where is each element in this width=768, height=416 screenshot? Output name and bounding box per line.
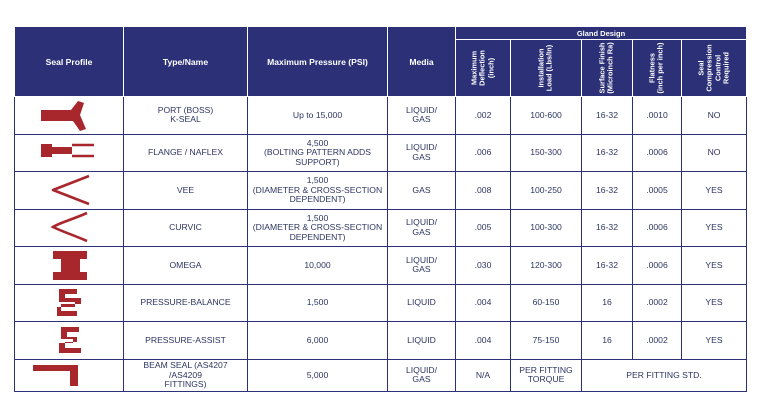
type-name-cell: [124, 247, 248, 285]
media-cell: [388, 172, 456, 210]
max-pressure-cell: [248, 172, 388, 210]
seal-compression-required: YES: [705, 184, 723, 195]
surface-finish-cell: [582, 322, 633, 360]
seal-compression-required: YES: [705, 222, 723, 233]
surface-finish-cell: [582, 284, 633, 322]
vee-seal-profile-icon: [31, 173, 107, 208]
seal-compression-required-cell: [682, 97, 747, 135]
max-deflection: N/A: [475, 369, 491, 380]
max-deflection: .004: [474, 334, 492, 345]
installation-load: 120-300: [530, 259, 562, 270]
max-deflection: .008: [474, 184, 492, 195]
flatness-cell: [633, 247, 682, 285]
header-row-top: [15, 27, 747, 40]
flatness: .0002: [646, 334, 668, 345]
installation-load: 75-150: [532, 334, 560, 345]
media-cell: [388, 97, 456, 135]
max-deflection-cell: [456, 322, 511, 360]
max-pressure-cell: [248, 134, 388, 172]
seal-compression-required-cell: [682, 284, 747, 322]
installation-load-cell: [511, 172, 582, 210]
installation-load: 100-300: [530, 222, 562, 233]
installation-load-cell: [511, 322, 582, 360]
surface-finish: 16: [602, 334, 612, 345]
table-row: [15, 322, 747, 360]
flatness: .0006: [646, 259, 668, 270]
max-pressure: 10,000: [304, 259, 331, 270]
pressure-cell: [248, 359, 388, 391]
profile-cell: [15, 209, 124, 247]
header-flatness: Flatness (inch per inch): [647, 42, 665, 94]
media: LIQUID/ GAS: [405, 217, 438, 237]
installation-load-cell: [511, 134, 582, 172]
installation-load: 150-300: [530, 147, 562, 158]
surface-finish: 16-32: [596, 184, 618, 195]
media: LIQUID/ GAS: [405, 142, 438, 162]
load-cell: [511, 359, 582, 391]
max-pressure: 4,500 (BOLTING PATTERN ADDS SUPPORT): [264, 137, 371, 167]
table-row-beam-seal: [15, 359, 747, 391]
flatness-cell: [633, 322, 682, 360]
surface-finish-cell: [582, 209, 633, 247]
deflection-cell: [456, 359, 511, 391]
flatness: .0010: [646, 109, 668, 120]
flatness: .0006: [646, 147, 668, 158]
max-pressure-cell: [248, 209, 388, 247]
max-pressure-cell: [248, 97, 388, 135]
seal-compression-required: YES: [705, 297, 723, 308]
header-flatness-cell: [633, 40, 682, 97]
media-cell: [388, 209, 456, 247]
table-row: [15, 209, 747, 247]
surface-finish: 16-32: [596, 109, 618, 120]
beam-seal-profile-icon: [31, 360, 107, 390]
max-deflection-cell: [456, 209, 511, 247]
profile-cell: [15, 97, 124, 135]
flatness-cell: [633, 284, 682, 322]
curvic-seal-profile-icon: [31, 210, 107, 245]
seal-compression-required-cell: [682, 322, 747, 360]
flatness: .0005: [646, 184, 668, 195]
pressure-assist-seal-profile-icon: [31, 323, 107, 358]
gland-merged-cell: [582, 359, 747, 391]
seal-compression-required: YES: [705, 334, 723, 345]
type-name: VEE: [176, 184, 195, 195]
surface-finish-cell: [582, 134, 633, 172]
header-installation-load: Installation Load (Lbs/In): [536, 44, 554, 92]
profile-cell: [15, 359, 124, 391]
surface-finish-cell: [582, 247, 633, 285]
type-name-cell: [124, 172, 248, 210]
type-name-cell: [124, 97, 248, 135]
header-surface-finish: Surface Finish (Microinch Ra): [597, 42, 615, 94]
type-name: PORT (BOSS) K-SEAL: [157, 104, 214, 125]
max-pressure: Up to 15,000: [292, 109, 343, 120]
surface-finish-cell: [582, 97, 633, 135]
seal-compression-required: YES: [705, 259, 723, 270]
profile-cell: [15, 172, 124, 210]
installation-load: 60-150: [532, 297, 560, 308]
header-media: Media: [388, 27, 456, 97]
max-deflection: .004: [474, 297, 492, 308]
max-pressure-cell: [248, 322, 388, 360]
omega-seal-profile-icon: [31, 248, 107, 283]
seal-compression-required-cell: [682, 209, 747, 247]
header-max-pressure: Maximum Pressure (PSI): [248, 27, 388, 97]
media: LIQUID/ GAS: [405, 254, 438, 275]
installation-load: 100-250: [530, 184, 562, 195]
installation-load-cell: [511, 209, 582, 247]
header-type-name: Type/Name: [124, 27, 248, 97]
header-max-deflection: Maximum Deflection (inch): [469, 50, 496, 86]
table-row: [15, 247, 747, 285]
max-deflection-cell: [456, 97, 511, 135]
media-cell: [388, 359, 456, 391]
max-pressure: 6,000: [306, 334, 329, 345]
max-pressure: 1,500: [306, 297, 329, 308]
type-name-cell: [124, 359, 248, 391]
installation-load: PER FITTING TORQUE: [519, 364, 573, 385]
flange-seal-profile-icon: [31, 135, 107, 170]
profile-cell: [15, 247, 124, 285]
seal-compression-required-cell: [682, 172, 747, 210]
media: LIQUID/ GAS: [405, 364, 438, 385]
table-body: [15, 97, 747, 392]
seal-compression-required-cell: [682, 247, 747, 285]
header-installation-load-cell: [511, 40, 582, 97]
flatness-cell: [633, 134, 682, 172]
header-surface-finish-cell: [582, 40, 633, 97]
seal-compression-required: NO: [707, 147, 721, 158]
installation-load-cell: [511, 97, 582, 135]
max-deflection: .005: [474, 222, 492, 233]
media-cell: [388, 322, 456, 360]
max-pressure-cell: [248, 284, 388, 322]
per-fitting-std: PER FITTING STD.: [626, 369, 702, 380]
media: LIQUID/ GAS: [405, 104, 438, 125]
media: LIQUID: [407, 297, 436, 308]
media: LIQUID: [407, 334, 436, 345]
type-name: BEAM SEAL (AS4207 /AS4209 FITTINGS): [143, 360, 228, 390]
type-name: PRESSURE-BALANCE: [140, 297, 231, 308]
max-pressure-cell: [248, 247, 388, 285]
installation-load: 100-600: [530, 109, 562, 120]
header-gland-design: Gland Design: [456, 27, 747, 40]
type-name-cell: [124, 322, 248, 360]
installation-load-cell: [511, 247, 582, 285]
type-name: PRESSURE-ASSIST: [145, 334, 226, 345]
max-deflection-cell: [456, 247, 511, 285]
installation-load-cell: [511, 284, 582, 322]
max-pressure: 1,500 (DIAMETER & CROSS-SECTION DEPENDENT): [252, 175, 383, 205]
flatness: .0002: [646, 297, 668, 308]
surface-finish: 16-32: [596, 147, 618, 158]
pressure-balance-seal-profile-icon: [31, 285, 107, 320]
media-cell: [388, 134, 456, 172]
flatness-cell: [633, 209, 682, 247]
k-seal-profile-icon: [31, 98, 107, 133]
seal-compression-required-cell: [682, 134, 747, 172]
max-deflection: .006: [474, 147, 492, 158]
surface-finish-cell: [582, 172, 633, 210]
media-cell: [388, 247, 456, 285]
flatness: .0006: [646, 222, 668, 233]
profile-cell: [15, 134, 124, 172]
header-seal-compression: Seal Compression Control Required: [696, 44, 731, 92]
surface-finish: 16-32: [596, 222, 618, 233]
table-row: [15, 134, 747, 172]
type-name-cell: [124, 209, 248, 247]
header-seal-profile: Seal Profile: [15, 27, 124, 97]
surface-finish: 16: [602, 297, 612, 308]
type-name: FLANGE / NAFLEX: [148, 147, 223, 158]
profile-cell: [15, 284, 124, 322]
surface-finish: 16-32: [596, 259, 618, 270]
max-pressure: 5,000: [306, 369, 329, 380]
media: GAS: [412, 184, 431, 195]
media-cell: [388, 284, 456, 322]
type-name: CURVIC: [169, 222, 202, 233]
profile-cell: [15, 322, 124, 360]
table-row: [15, 172, 747, 210]
max-deflection: .030: [474, 259, 492, 270]
max-deflection-cell: [456, 284, 511, 322]
type-name-cell: [124, 284, 248, 322]
type-name: OMEGA: [169, 259, 202, 270]
flatness-cell: [633, 97, 682, 135]
max-deflection: .002: [474, 109, 492, 120]
table-row: [15, 97, 747, 135]
header-max-deflection-cell: [456, 40, 511, 97]
flatness-cell: [633, 172, 682, 210]
header-seal-compression-cell: [682, 40, 747, 97]
max-deflection-cell: [456, 172, 511, 210]
seal-comparison-table: [14, 26, 747, 392]
table-row: [15, 284, 747, 322]
type-name-cell: [124, 134, 248, 172]
max-pressure: 1,500 (DIAMETER & CROSS-SECTION DEPENDENT): [252, 212, 383, 242]
seal-compression-required: NO: [707, 109, 721, 120]
max-deflection-cell: [456, 134, 511, 172]
